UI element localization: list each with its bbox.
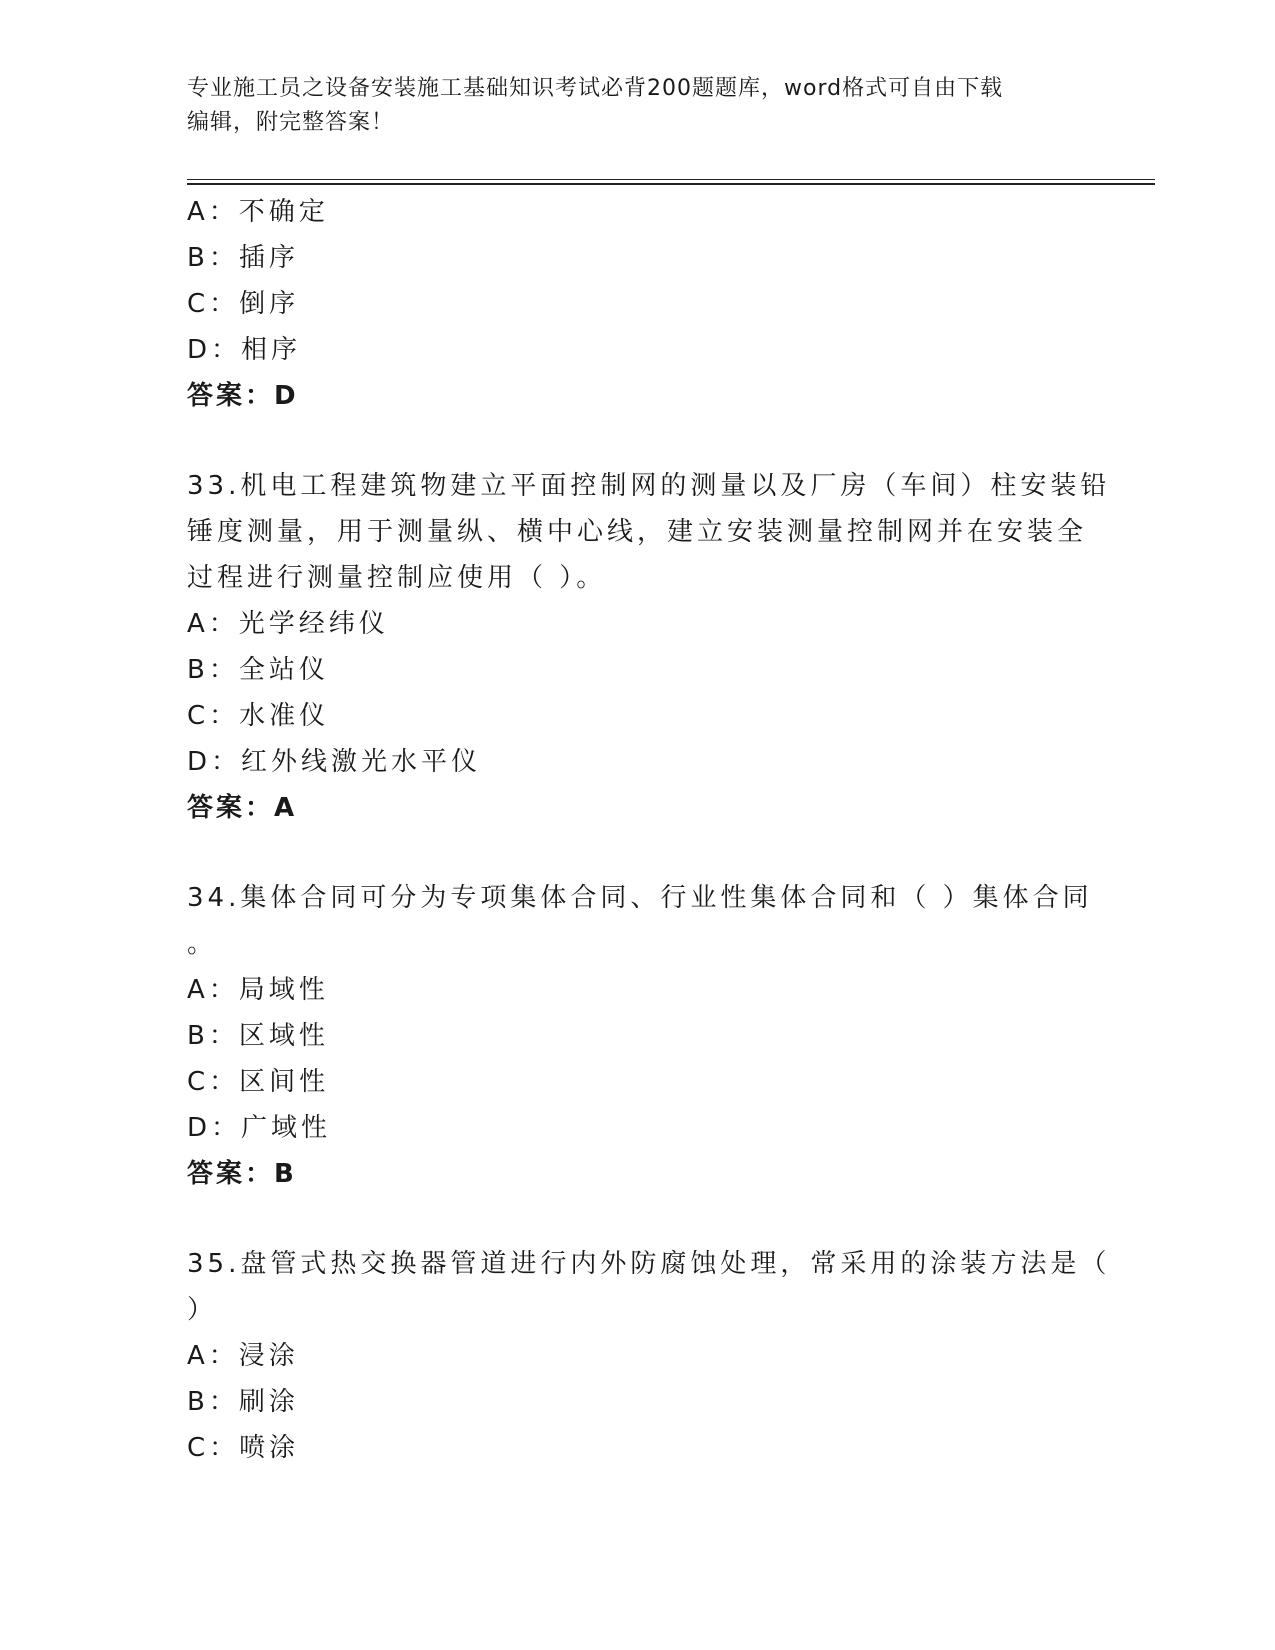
answer: 答案：A — [187, 793, 298, 823]
answer: 答案：D — [187, 381, 299, 411]
question-32-tail — [187, 189, 1087, 419]
question-stem-line: 。 — [187, 929, 218, 959]
header-divider-thick — [187, 183, 1155, 185]
option-c: C：喷涂 — [187, 1433, 300, 1463]
option-a: A：浸涂 — [187, 1341, 299, 1371]
option-a: A：不确定 — [187, 197, 329, 227]
option-a: A：局域性 — [187, 975, 329, 1005]
option-d: D：相序 — [187, 335, 302, 365]
question-stem-line: 33.机电工程建筑物建立平面控制网的测量以及厂房（车间）柱安装铅 — [187, 471, 1111, 501]
answer: 答案：B — [187, 1159, 297, 1189]
option-b: B：区域性 — [187, 1021, 329, 1051]
question-34 — [187, 875, 1093, 1197]
header-line-2: 编辑，附完整答案！ — [187, 110, 395, 135]
header-divider-thin — [187, 179, 1155, 180]
option-c: C：水准仪 — [187, 701, 330, 731]
option-c: C：倒序 — [187, 289, 300, 319]
page-header — [187, 72, 1087, 140]
question-list — [187, 189, 1111, 1471]
question-stem-line: 锤度测量，用于测量纵、横中心线，建立安装测量控制网并在安装全 — [187, 517, 1088, 547]
option-b: B：插序 — [187, 243, 299, 273]
question-stem-line: 34.集体合同可分为专项集体合同、行业性集体合同和（ ）集体合同 — [187, 883, 1093, 913]
question-33 — [187, 463, 1111, 831]
question-stem-line: 35.盘管式热交换器管道进行内外防腐蚀处理，常采用的涂装方法是（ — [187, 1249, 1111, 1279]
option-b: B：刷涂 — [187, 1387, 299, 1417]
question-35 — [187, 1241, 1111, 1471]
option-a: A：光学经纬仪 — [187, 609, 389, 639]
option-b: B：全站仪 — [187, 655, 329, 685]
question-stem-line: 过程进行测量控制应使用（ ）。 — [187, 563, 607, 593]
question-stem-line: ） — [187, 1295, 218, 1325]
header-line-1: 专业施工员之设备安装施工基础知识考试必背200题题库，word格式可自由下载 — [187, 76, 1004, 101]
option-d: D：广域性 — [187, 1113, 332, 1143]
option-c: C：区间性 — [187, 1067, 330, 1097]
option-d: D：红外线激光水平仪 — [187, 747, 482, 777]
